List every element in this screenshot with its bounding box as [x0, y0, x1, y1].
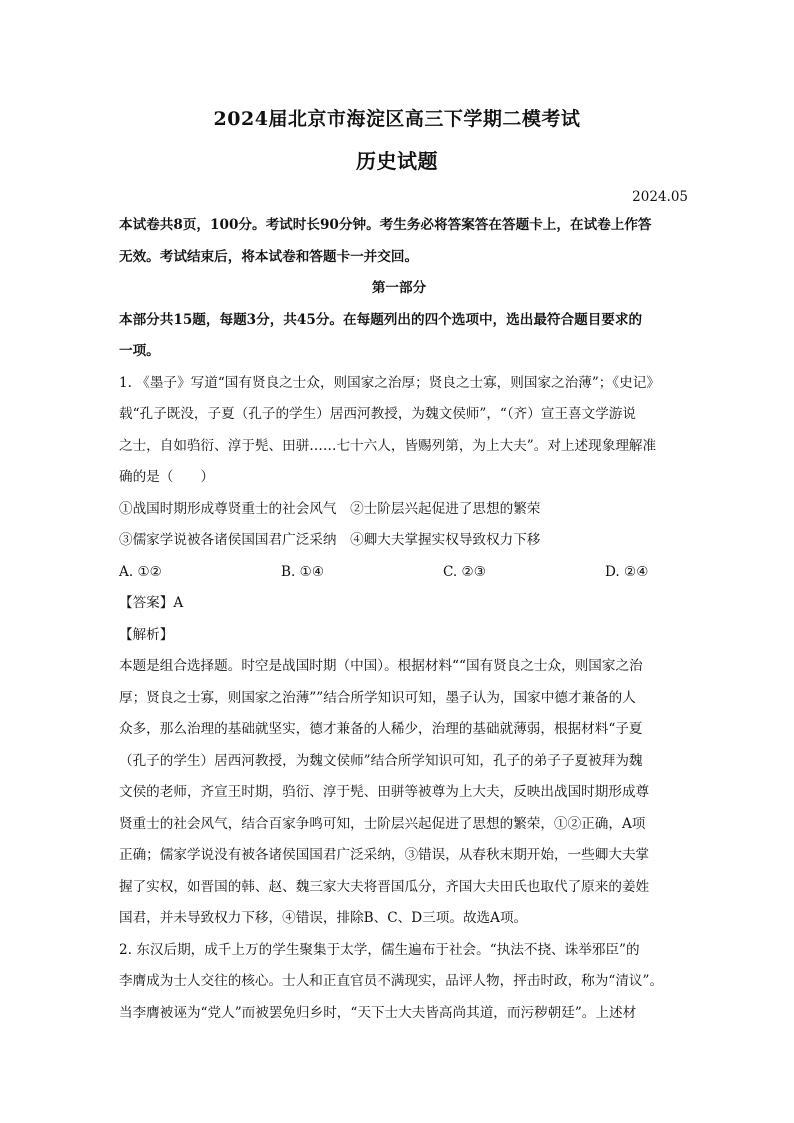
analysis-text: 正确；儒家学说没有被各诸侯国国君广泛采纳，③错误，从春秋末期开始，一些卿大夫掌	[119, 847, 650, 863]
analysis-text: （孔子的学生）居西河教授，为魏文侯师”结合所学知识可知，孔子的弟子子夏被拜为魏	[119, 752, 643, 769]
instructions-line: 本试卷共8页，100分。考试时长90分钟。考生务必将答案答在答题卡上，在试卷上作答	[119, 217, 652, 233]
question-1-stem: 载“孔子既没，子夏（孔子的学生）居西河教授，为魏文侯师”，“（齐）宣王喜文学游说	[119, 406, 637, 422]
instructions-line: 无效。考试结束后，将本试卷和答题卡一并交回。	[119, 248, 419, 265]
exam-subtitle: 历史试题	[356, 149, 438, 173]
analysis-label: 【解析】	[119, 626, 174, 643]
option-a: A. ①②	[119, 563, 162, 580]
exam-body	[119, 210, 679, 1029]
question-2-stem: 李膺成为士人交往的核心。士人和正直官员不满现实，品评人物，抨击时政，称为“清议”。	[119, 973, 664, 989]
question-1-stem: 1. 《墨子》写道“国有贤良之士众，则国家之治厚；贤良之士寡，则国家之治薄”；《史记》	[119, 374, 660, 391]
question-1-statements: ①战国时期形成尊贤重士的社会风气 ②士阶层兴起促进了思想的繁荣	[119, 500, 541, 517]
exam-title: 2024届北京市海淀区高三下学期二模考试	[213, 108, 581, 130]
question-2-stem: 当李膺被诬为“党人”而被罢免归乡时，“天下士大夫皆高尚其道，而污秽朝廷”。上述材	[119, 1004, 637, 1021]
analysis-text: 本题是组合选择题。时空是战国时期（中国）。根据材料““国有贤良之士众，则国家之治	[119, 658, 643, 674]
option-d: D. ②④	[605, 563, 649, 580]
analysis-text: 厚；贤良之士寡，则国家之治薄””结合所学知识可知，墨子认为，国家中德才兼备的人	[119, 689, 636, 706]
part-title: 第一部分	[371, 280, 427, 296]
analysis-text: 国君，并未导致权力下移，④错误，排除B、C、D三项。故选A项。	[119, 910, 528, 926]
question-1-options	[119, 557, 679, 589]
part-description: 本部分共15题，每题3分，共45分。在每题列出的四个选项中，选出最符合题目要求的	[119, 311, 643, 328]
question-1-stem: 确的是（ ）	[119, 469, 215, 485]
question-1-stem: 之士，自如驺衍、淳于髡、田骈……七十六人，皆赐列第，为上大夫”。对上述现象理解准	[119, 437, 657, 454]
part-description: 一项。	[119, 343, 160, 359]
option-b: B. ①④	[281, 563, 325, 580]
option-c: C. ②③	[443, 563, 486, 580]
question-1-statements: ③儒家学说被各诸侯国国君广泛采纳 ④卿大夫掌握实权导致权力下移	[119, 532, 541, 548]
answer-label: 【答案】A	[119, 595, 184, 611]
question-2-stem: 2. 东汉后期，成千上万的学生聚集于太学，儒生遍布于社会。“执法不挠、诛举邪臣”的	[119, 941, 640, 958]
exam-date: 2024.05	[632, 189, 688, 205]
analysis-text: 文侯的老师，齐宣王时期，驺衍、淳于髡、田骈等被尊为上大夫，反映出战国时期形成尊	[119, 784, 650, 800]
analysis-text: 众多，那么治理的基础就坚实，德才兼备的人稀少，治理的基础就薄弱，根据材料“子夏	[119, 721, 643, 737]
analysis-text: 握了实权，如晋国的韩、赵、魏三家大夫将晋国瓜分，齐国大夫田氏也取代了原来的姜姓	[119, 878, 650, 895]
analysis-text: 贤重士的社会风气，结合百家争鸣可知，士阶层兴起促进了思想的繁荣，①②正确，A项	[119, 815, 646, 832]
